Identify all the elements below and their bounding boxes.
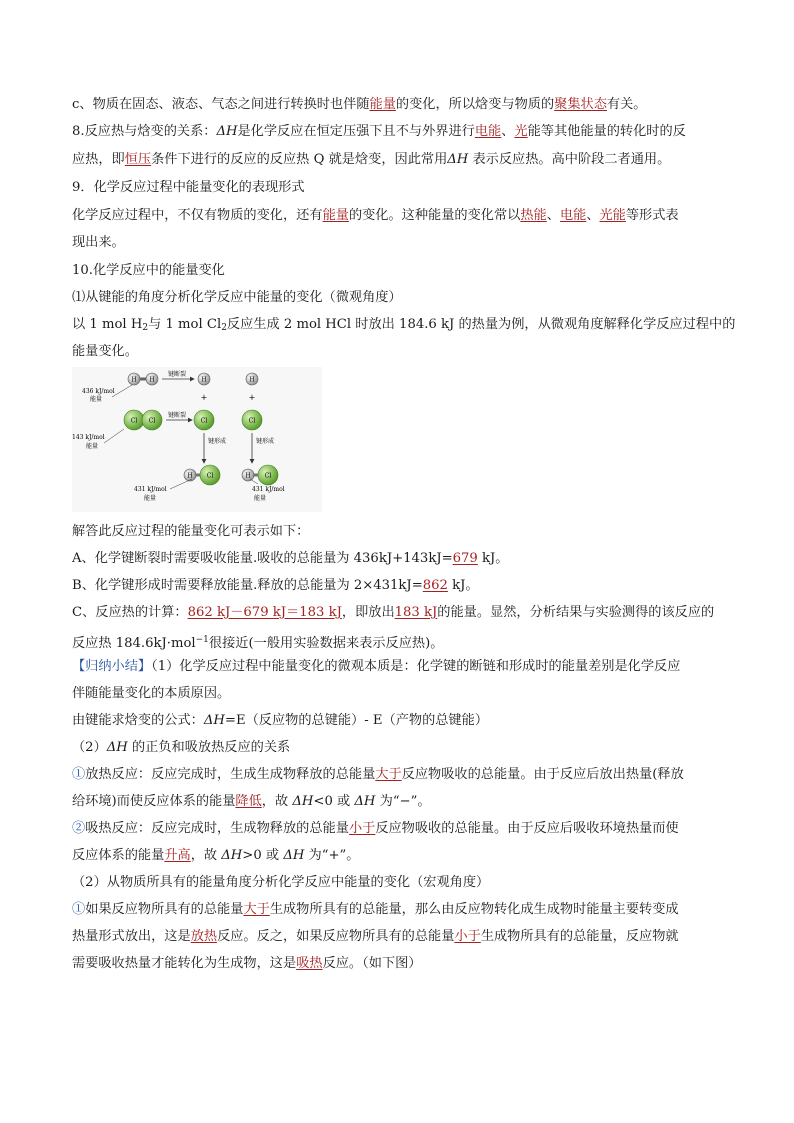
svg-text:Cl: Cl xyxy=(200,417,208,425)
text-line: 需要吸收热量才能转化为生成物，这是吸热反应。（如下图） xyxy=(72,956,422,971)
text-line: 8.反应热与焓变的关系：ΔH是化学反应在恒定压强下且不与外界进行电能、光能等其他能量的转化时的反 xyxy=(72,124,686,139)
text-line: 反应热 184.6kJ·mol$^{-1}$很接近(一般用实验数据来表示反应热)。 xyxy=(72,635,444,651)
text-line: 应热，即恒压条件下进行的反应的反应热 Q 就是焓变，因此常用ΔH 表示反应热。高中阶段二者通用。 xyxy=(72,152,671,167)
section-heading: 10.化学反应中的能量变化 xyxy=(72,263,225,278)
text-line: ①放热反应：反应完成时，生成生成物释放的总能量大于反应物吸收的总能量。由于反应后放出热量(释放 xyxy=(72,767,684,782)
svg-text:键形成: 键形成 xyxy=(208,438,227,445)
text-line: ⑴从键能的角度分析化学反应中能量的变化（微观角度） xyxy=(72,290,402,305)
svg-text:能量: 能量 xyxy=(86,443,99,450)
svg-text:H: H xyxy=(187,472,193,480)
svg-text:键形成: 键形成 xyxy=(256,438,275,445)
svg-text:H: H xyxy=(131,376,137,384)
svg-text:H: H xyxy=(245,472,251,480)
text-line: B、化学键形成时需要释放能量.释放的总能量为 2×431kJ=862 kJ。 xyxy=(72,578,479,593)
text-line: （2）ΔH 的正负和吸放热反应的关系 xyxy=(72,740,291,755)
text-line: c、物质在固态、液态、气态之间进行转换时也伴随能量的变化，所以焓变与物质的聚集状态有关。 xyxy=(72,97,647,112)
svg-text:能量: 能量 xyxy=(90,396,103,403)
text-line: 以 1 mol $H_2$与 1 mol $Cl_2$反应生成 2 mol HCl 时放出 184.6 kJ 的热量为例，从微观角度解释化学反应过程中的 xyxy=(72,317,736,333)
svg-text:Cl: Cl xyxy=(206,472,214,480)
svg-text:H: H xyxy=(149,376,155,384)
svg-text:H: H xyxy=(201,376,207,384)
formula-line: 由键能求焓变的公式：ΔH=E（反应物的总键能）- E（产物的总键能） xyxy=(72,713,489,728)
svg-text:能量: 能量 xyxy=(254,495,267,502)
svg-text:143 kJ/mol: 143 kJ/mol xyxy=(72,434,105,441)
svg-text:键断裂: 键断裂 xyxy=(168,412,187,419)
text-line: A、化学键断裂时需要吸收能量.吸收的总能量为 436kJ+143kJ=679 kJ。 xyxy=(72,551,509,566)
text-line: 现出来。 xyxy=(72,235,125,250)
svg-text:能量: 能量 xyxy=(144,495,157,502)
svg-text:H: H xyxy=(249,376,255,384)
bond-energy-diagram xyxy=(72,367,322,512)
svg-text:436 kJ/mol: 436 kJ/mol xyxy=(82,388,115,395)
svg-text:Cl: Cl xyxy=(264,472,272,480)
text-line: 热量形式放出，这是放热反应。反之，如果反应物所具有的总能量小于生成物所具有的总能量，反应物就 xyxy=(72,929,679,944)
text-line: ②吸热反应：反应完成时，生成物释放的总能量小于反应物吸收的总能量。由于反应后吸收环境热量而使 xyxy=(72,821,679,836)
text-line: 给环境)而使反应体系的能量降低，故 ΔH<0 或 ΔH 为“−”。 xyxy=(72,794,431,809)
text-line: （2）从物质所具有的能量角度分析化学反应中能量的变化（宏观角度） xyxy=(72,875,490,890)
svg-text:431 kJ/mol: 431 kJ/mol xyxy=(134,486,167,493)
svg-text:+: + xyxy=(248,393,256,402)
svg-text:Cl: Cl xyxy=(248,417,256,425)
svg-text:Cl: Cl xyxy=(148,417,156,425)
text-line: ①如果反应物所具有的总能量大于生成物所具有的总能量，那么由反应物转化成生成物时能量主要转变成 xyxy=(72,902,679,917)
svg-text:+: + xyxy=(200,393,208,402)
section-heading: 9．化学反应过程中能量变化的表现形式 xyxy=(72,180,305,195)
text-line: 伴随能量变化的本质原因。 xyxy=(72,686,231,701)
svg-text:Cl: Cl xyxy=(130,417,138,425)
text-line: 化学反应过程中，不仅有物质的变化，还有能量的变化。这种能量的变化常以热能、电能、光能等形式表 xyxy=(72,208,679,223)
text-line: 能量变化。 xyxy=(72,344,138,359)
text-line: 反应体系的能量升高，故 ΔH>0 或 ΔH 为“+”。 xyxy=(72,848,360,863)
svg-text:键断裂: 键断裂 xyxy=(168,371,187,378)
svg-text:431 kJ/mol: 431 kJ/mol xyxy=(252,486,285,493)
text-line: 【归纳小结】（1）化学反应过程中能量变化的微观本质是：化学键的断链和形成时的能量差别是化学反应 xyxy=(72,659,681,674)
text-line: 解答此反应过程的能量变化可表示如下： xyxy=(72,524,310,539)
text-line: C、反应热的计算：862 kJ－679 kJ＝183 kJ，即放出183 kJ的能量。显然，分析结果与实验测得的该反应的 xyxy=(72,605,715,620)
